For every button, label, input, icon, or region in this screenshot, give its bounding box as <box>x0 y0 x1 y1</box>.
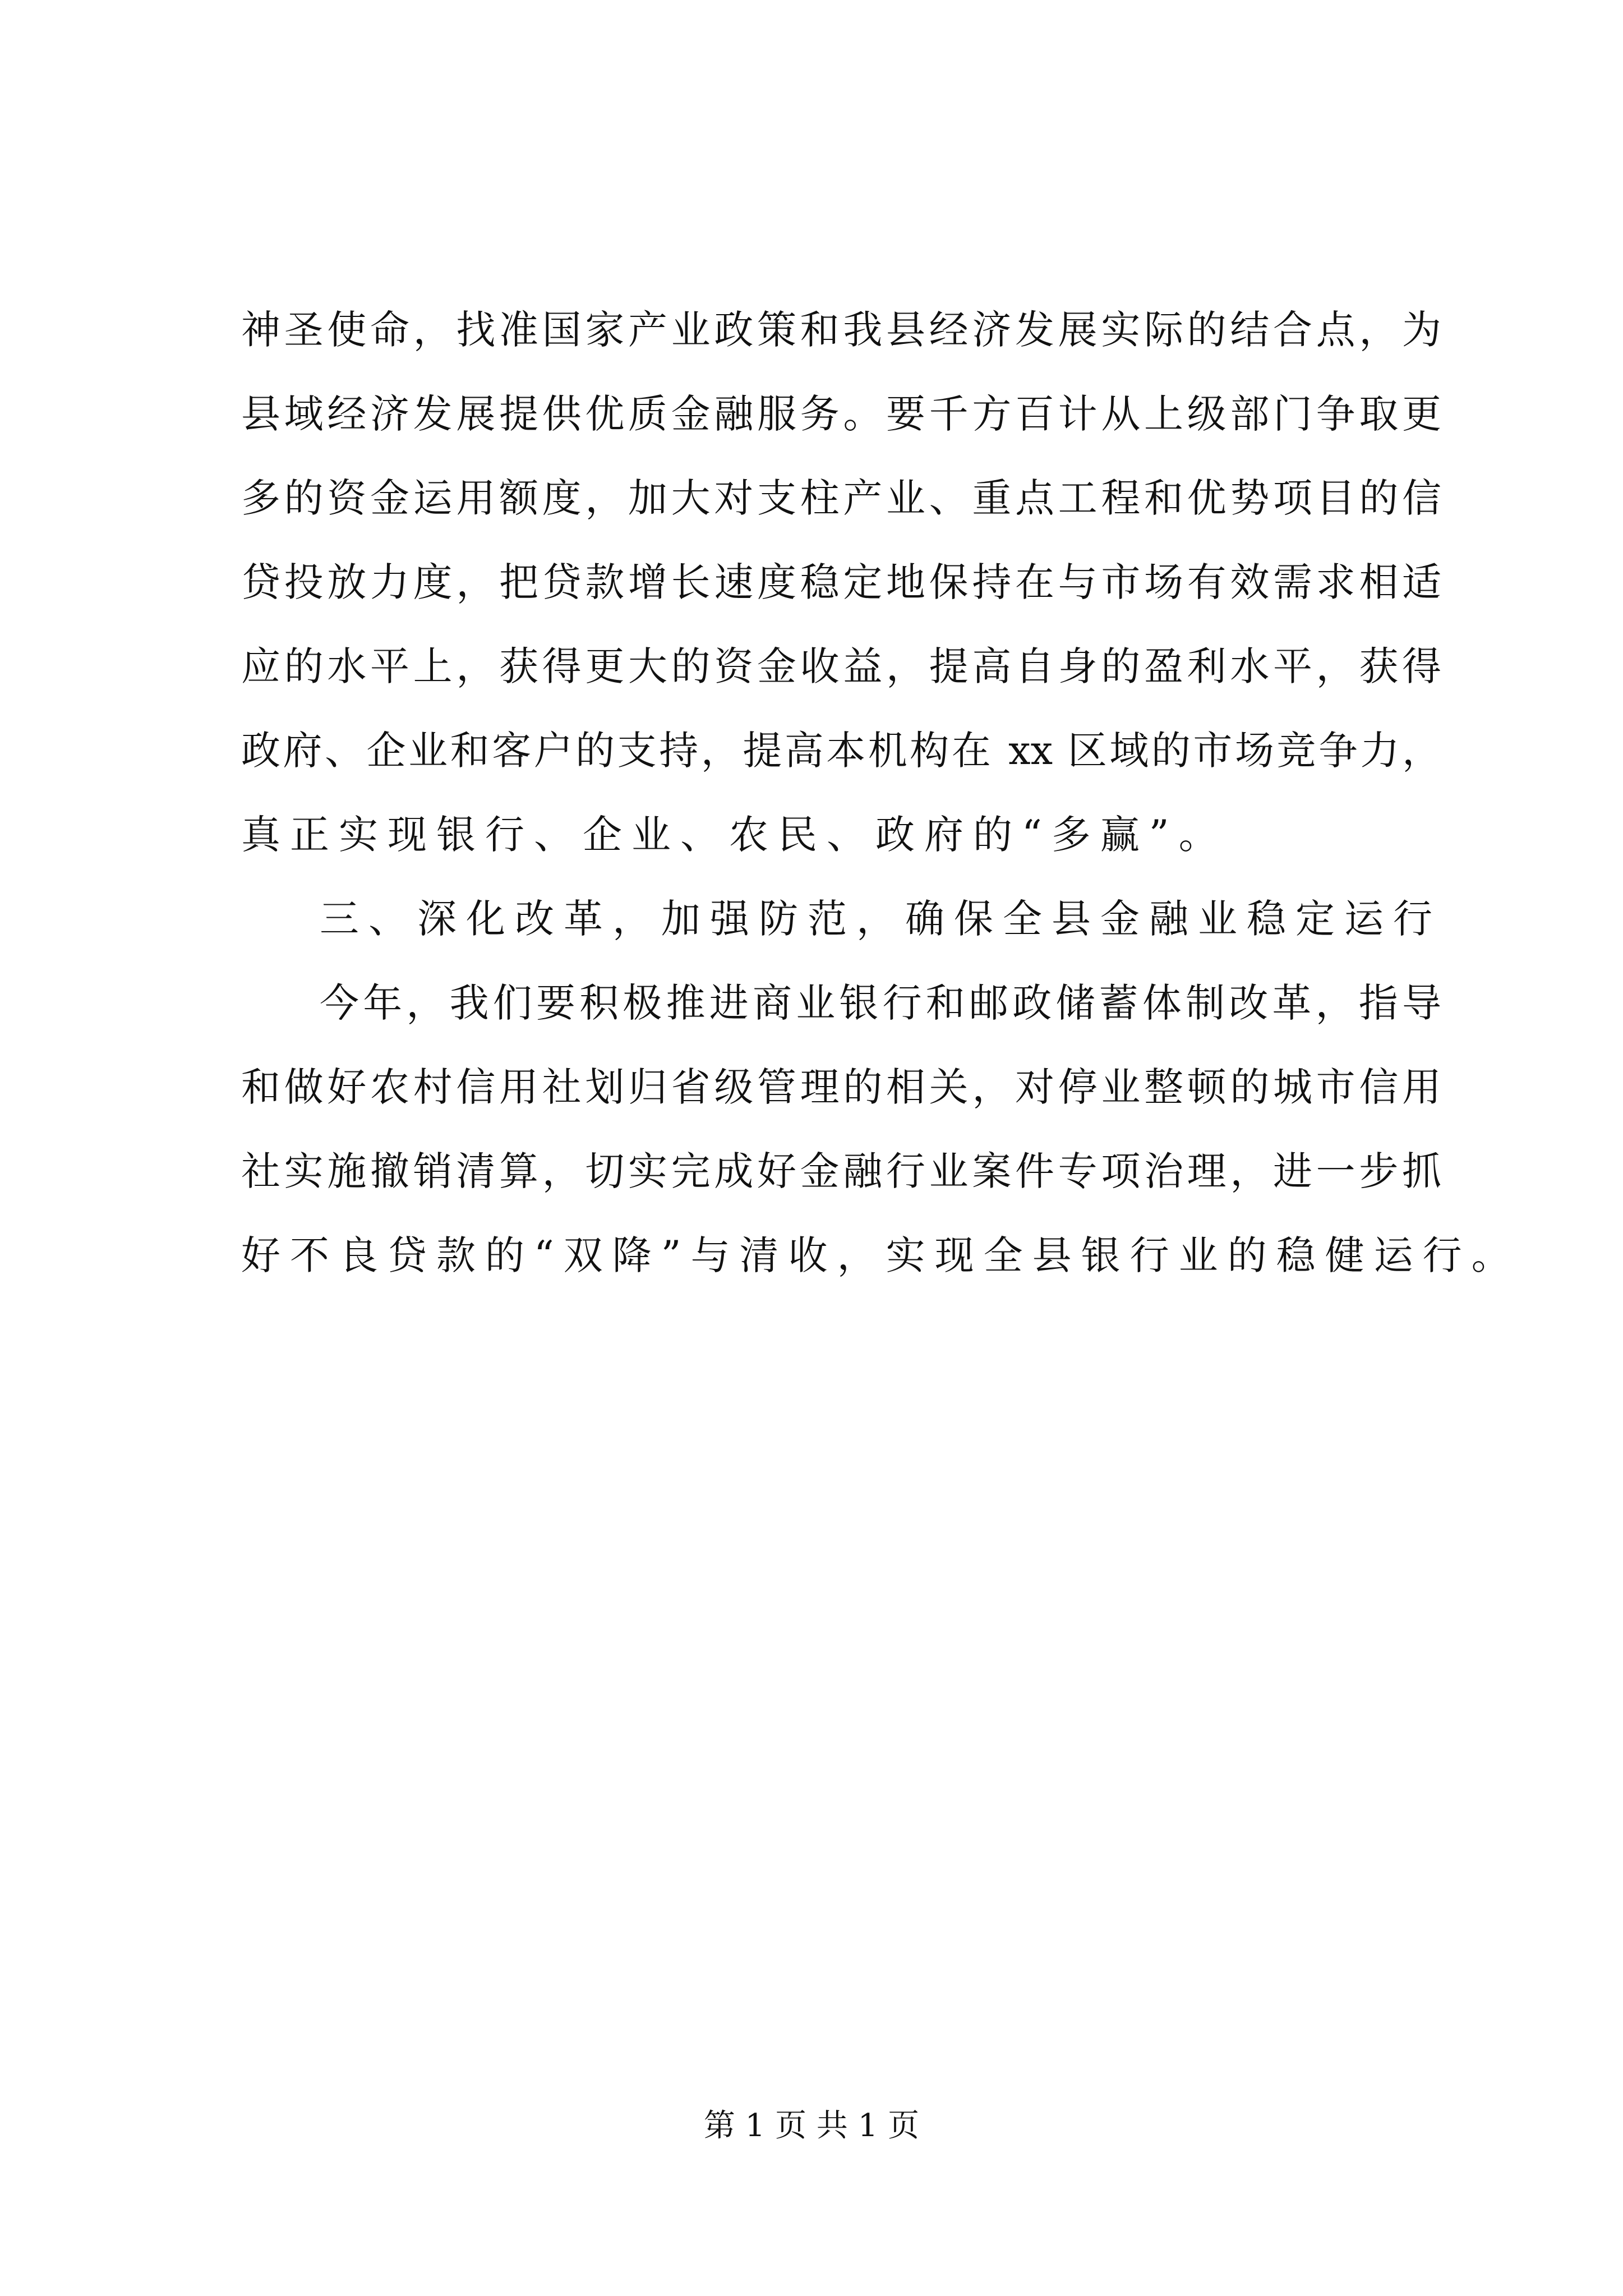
paragraph-line: 真正实现银行、企业、农民、政府的“多赢”。 <box>241 812 1228 858</box>
page-footer: 第 1 页 共 1 页 <box>703 2108 920 2144</box>
paragraph-line: 政府、企业和客户的支持，提高本机构在 xx 区域的市场竞争力， <box>241 728 1441 774</box>
paragraph-line: 县域经济发展提供优质金融服务。要千方百计从上级部门争取更 <box>241 391 1441 437</box>
paragraph-line: 应的水平上，获得更大的资金收益，提高自身的盈利水平，获得 <box>241 643 1441 689</box>
paragraph-line: 今年，我们要积极推进商业银行和邮政储蓄体制改革，指导 <box>320 980 1441 1026</box>
paragraph-line: 社实施撤销清算，切实完成好金融行业案件专项治理，进一步抓 <box>241 1148 1441 1194</box>
paragraph-line: 和做好农村信用社划归省级管理的相关，对停业整顿的城市信用 <box>241 1064 1441 1110</box>
section-heading: 三、深化改革，加强防范，确保全县金融业稳定运行 <box>320 896 1442 942</box>
paragraph-line: 好不良贷款的“双降”与清收，实现全县银行业的稳健运行。 <box>241 1232 1520 1278</box>
paragraph-line: 多的资金运用额度，加大对支柱产业、重点工程和优势项目的信 <box>241 475 1441 521</box>
paragraph-line: 神圣使命，找准国家产业政策和我县经济发展实际的结合点，为 <box>241 307 1441 353</box>
paragraph-line: 贷投放力度，把贷款增长速度稳定地保持在与市场有效需求相适 <box>241 559 1441 605</box>
